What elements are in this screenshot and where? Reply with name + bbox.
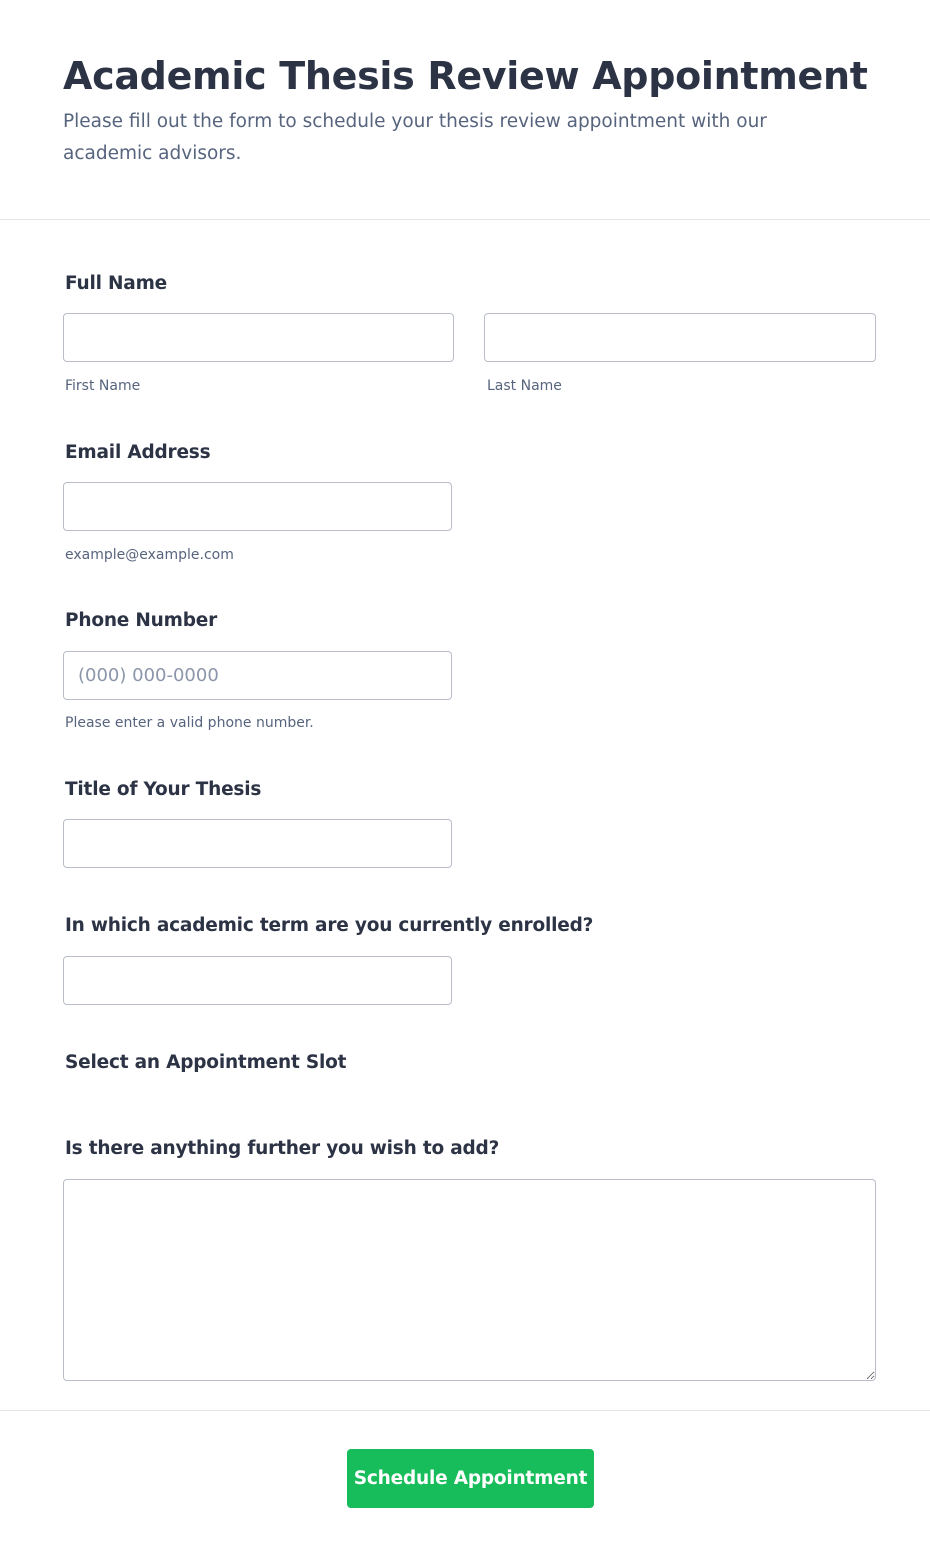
page-subtitle: Please fill out the form to schedule your thesis review appointment with our academic advisors.	[63, 111, 767, 164]
appointment-slot-label: Select an Appointment Slot	[65, 1052, 347, 1073]
thesis-title-label: Title of Your Thesis	[65, 779, 262, 800]
additional-info-label: Is there anything further you wish to add?	[65, 1138, 500, 1159]
last-name-input[interactable]	[484, 313, 876, 362]
academic-term-input[interactable]	[63, 956, 452, 1005]
additional-info-textarea[interactable]	[63, 1179, 876, 1381]
full-name-label: Full Name	[65, 273, 168, 294]
phone-label: Phone Number	[65, 610, 218, 631]
first-name-sublabel: First Name	[65, 378, 141, 394]
form-header	[0, 0, 930, 220]
last-name-sublabel: Last Name	[487, 378, 562, 394]
thesis-title-input[interactable]	[63, 819, 452, 868]
phone-input[interactable]	[63, 651, 452, 700]
first-name-input[interactable]	[63, 313, 454, 362]
footer-divider	[0, 1410, 930, 1411]
academic-term-label: In which academic term are you currently enrolled?	[65, 915, 594, 936]
email-sublabel: example@example.com	[65, 547, 234, 563]
page-title: Academic Thesis Review Appointment	[63, 54, 868, 98]
phone-sublabel: Please enter a valid phone number.	[65, 715, 314, 731]
schedule-appointment-button[interactable]: Schedule Appointment	[347, 1449, 594, 1508]
email-label: Email Address	[65, 442, 211, 463]
email-input[interactable]	[63, 482, 452, 531]
